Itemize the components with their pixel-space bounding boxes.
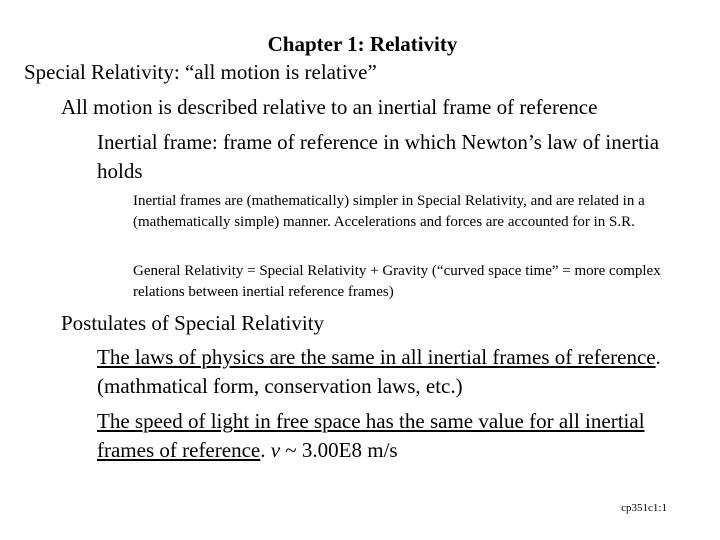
postulate-2-variable: v	[270, 438, 281, 462]
slide-footer-id: cp351c1:1	[621, 502, 667, 514]
bullet-general-relativity: General Relativity = Special Relativity + Gravity (“curved space time” = more complex relations between inertial reference frames)	[133, 263, 661, 300]
bullet-inertial-frames-simpler: Inertial frames are (mathematically) simpler in Special Relativity, and are related in a (mathematically simple) manner. Accelerations and forces are accounted for in S.R.	[133, 193, 645, 230]
postulate-1	[97, 343, 687, 401]
postulate-1-statement: The laws of physics are the same in all inertial frames of reference	[97, 345, 656, 369]
postulate-2-statement: The speed of light in free space has the same value for all inertial frames of reference	[97, 409, 645, 462]
postulate-2-value: ~ 3.00E8 m/s	[280, 438, 398, 462]
bullet-inertial-frame: Inertial frame: frame of reference in which Newton’s law of inertia holds	[97, 130, 660, 183]
postulate-2	[97, 407, 687, 465]
bullet-postulates: Postulates of Special Relativity	[61, 311, 325, 335]
bullet-all-motion: All motion is described relative to an inertial frame of reference	[61, 95, 598, 119]
postulate-1-note: . (mathmatical form, conservation laws, etc.)	[97, 345, 661, 398]
bullet-special-relativity: Special Relativity: “all motion is relative”	[24, 60, 377, 84]
postulate-2-separator: .	[260, 438, 271, 462]
slide-title: Chapter 1: Relativity	[267, 32, 458, 56]
